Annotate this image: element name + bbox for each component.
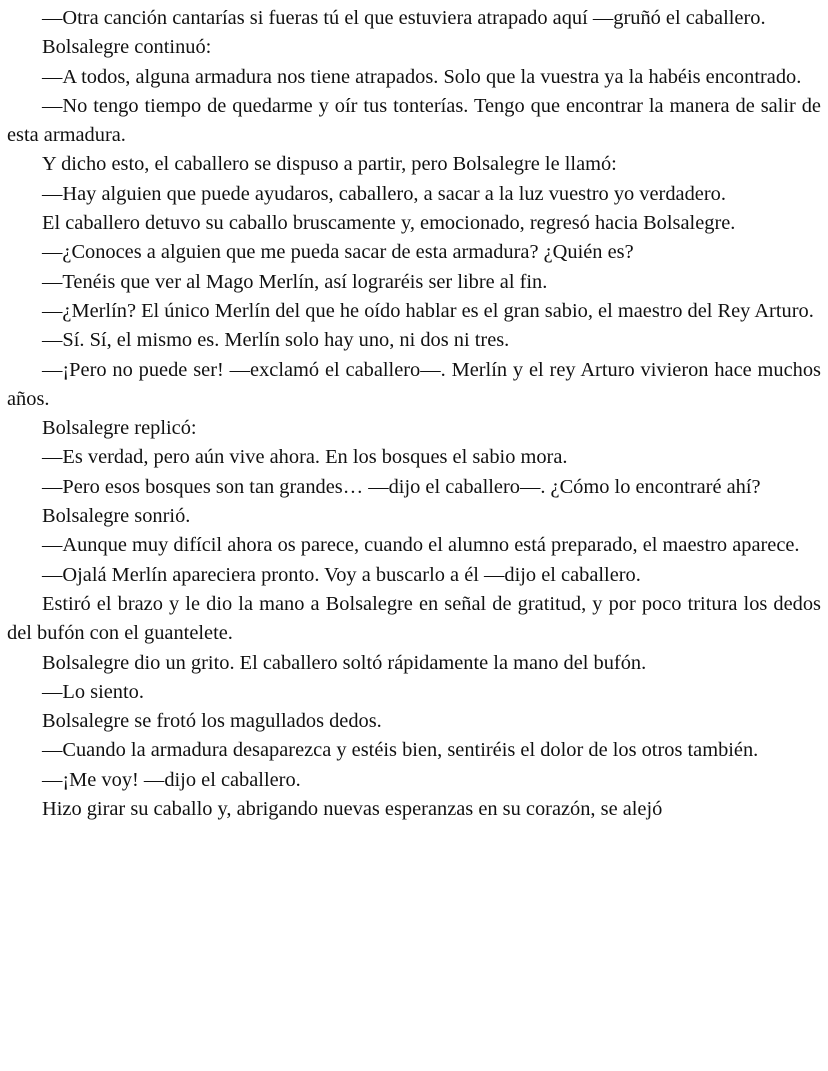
- paragraph: Bolsalegre se frotó los magullados dedos.: [42, 710, 382, 733]
- paragraph: —No tengo tiempo de quedarme y oír tus tonterías. Tengo que encontrar la manera de salir de esta armadura.: [7, 94, 821, 147]
- paragraph: —Pero esos bosques son tan grandes… —dijo el caballero—. ¿Cómo lo encontraré ahí?: [42, 475, 761, 498]
- paragraph: —¿Conoces a alguien que me pueda sacar de esta armadura? ¿Quién es?: [42, 241, 634, 264]
- paragraph: —Tenéis que ver al Mago Merlín, así lograréis ser libre al fin.: [42, 270, 548, 293]
- paragraph: —Aunque muy difícil ahora os parece, cuando el alumno está preparado, el maestro aparece.: [42, 534, 800, 557]
- paragraph: —Otra canción cantarías si fueras tú el que estuviera atrapado aquí —gruñó el caballero.: [42, 7, 766, 29]
- paragraph: —Lo siento.: [42, 680, 144, 703]
- paragraph: —¡Pero no puede ser! —exclamó el caballero—. Merlín y el rey Arturo vivieron hace muchos años.: [7, 358, 821, 410]
- paragraph: —¡Me voy! —dijo el caballero.: [42, 768, 301, 791]
- paragraph: —¿Merlín? El único Merlín del que he oído hablar es el gran sabio, el maestro del Rey Arturo.: [42, 299, 814, 322]
- document-page: [7, 4, 821, 824]
- paragraph: —Hay alguien que puede ayudaros, caballero, a sacar a la luz vuestro yo verdadero.: [42, 182, 726, 205]
- paragraph: Bolsalegre continuó:: [42, 36, 212, 59]
- paragraph: —A todos, alguna armadura nos tiene atrapados. Solo que la vuestra ya la habéis encontrado.: [42, 65, 802, 88]
- paragraph: Bolsalegre dio un grito. El caballero soltó rápidamente la mano del bufón.: [42, 651, 647, 674]
- paragraph: —Ojalá Merlín apareciera pronto. Voy a buscarlo a él —dijo el caballero.: [42, 563, 641, 586]
- paragraph: Bolsalegre replicó:: [42, 417, 197, 440]
- paragraph: El caballero detuvo su caballo bruscamente y, emocionado, regresó hacia Bolsalegre.: [42, 212, 736, 235]
- paragraph: —Sí. Sí, el mismo es. Merlín solo hay uno, ni dos ni tres.: [42, 329, 510, 352]
- paragraph: —Cuando la armadura desaparezca y estéis bien, sentiréis el dolor de los otros también.: [42, 739, 759, 762]
- paragraph: Y dicho esto, el caballero se dispuso a partir, pero Bolsalegre le llamó:: [42, 153, 617, 176]
- paragraph: Bolsalegre sonrió.: [42, 505, 191, 528]
- paragraph: —Es verdad, pero aún vive ahora. En los bosques el sabio mora.: [42, 446, 568, 469]
- paragraph: Hizo girar su caballo y, abrigando nuevas esperanzas en su corazón, se alejó: [42, 798, 663, 821]
- paragraph: Estiró el brazo y le dio la mano a Bolsalegre en señal de gratitud, y por poco tritura los dedos del bufón con el guantelete.: [7, 592, 821, 645]
